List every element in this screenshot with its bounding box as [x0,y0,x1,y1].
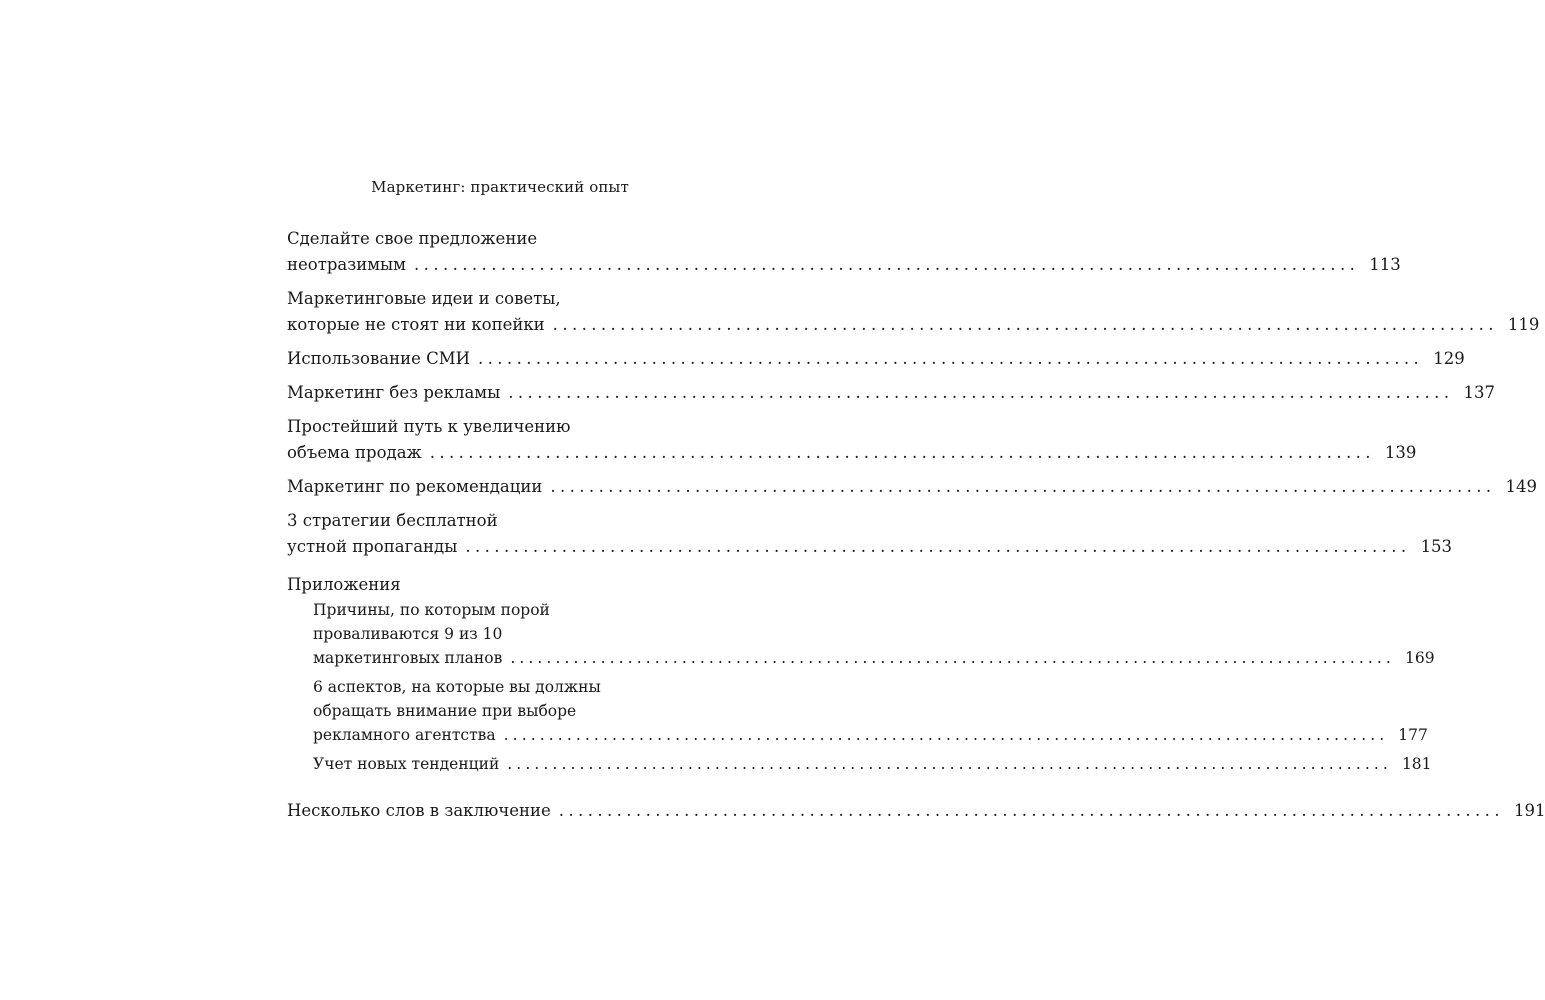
toc-entry [287,508,1453,560]
toc-page-number: 153 [1420,537,1453,556]
toc-page-number: 129 [1433,349,1465,368]
toc-entry-title-line: Сделайте свое предложение [287,229,538,248]
toc-entry-title-line: 6 аспектов, на которые вы должны [313,678,601,696]
dot-leader: .................................................................................................. [503,726,1389,744]
toc-entry [287,798,1545,824]
toc-page-number: 181 [1401,755,1432,773]
toc-entry [287,286,1540,338]
toc-page-number: 119 [1507,315,1540,334]
appendix-heading: Приложения [287,575,401,594]
toc-page-number: 137 [1463,383,1495,402]
dot-leader: .................................................................................................. [510,649,1395,667]
toc-entry-title-line: Причины, по которым порой [313,601,550,619]
toc-entry-title-line: Использование СМИ [287,349,470,368]
dot-leader: .................................................................................................. [558,801,1504,820]
toc-entry-title-line: рекламного агентства [313,726,496,744]
toc-page-number: 149 [1505,477,1538,496]
toc-entry-title-line: неотразимым [287,255,407,274]
toc-page-number: 139 [1384,443,1417,462]
toc-page-number: 169 [1404,649,1435,667]
dot-leader: .................................................................................................. [414,255,1360,274]
toc-entry-title-line: Несколько слов в заключение [287,801,551,820]
running-head: Маркетинг: практический опыт [371,178,629,196]
toc-entry-title-line: Простейший путь к увеличению [287,417,571,436]
toc-page-number: 177 [1398,726,1428,744]
dot-leader: .................................................................................................. [465,537,1411,556]
toc-entry [287,346,1465,372]
toc-entry-title-line: которые не стоят ни копейки [287,315,545,334]
toc-entry [287,414,1417,466]
toc-entry-title-line: 3 стратегии бесплатной [287,511,498,530]
toc-entry-title-line: устной пропаганды [287,537,458,556]
toc-subentry [313,675,1428,747]
toc-subentry [313,598,1435,670]
dot-leader: .................................................................................................. [478,349,1424,368]
dot-leader: .................................................................................................. [552,315,1498,334]
toc-entry-title-line: маркетинговых планов [313,649,503,667]
toc-entry-title-line: Учет новых тенденций [313,755,500,773]
toc-entry-title-line: проваливаются 9 из 10 [313,625,503,643]
toc-subentry [313,752,1432,776]
toc-entry-title-line: Маркетинговые идеи и советы, [287,289,561,308]
table-of-contents [287,226,1545,832]
dot-leader: .................................................................................................. [507,755,1392,773]
toc-entry-title-line: Маркетинг по рекомендации [287,477,543,496]
dot-leader: .................................................................................................. [429,443,1375,462]
toc-entry-title-line: объема продаж [287,443,422,462]
toc-page-number: 113 [1369,255,1401,274]
toc-entry [287,380,1495,406]
dot-leader: .................................................................................................. [508,383,1454,402]
toc-page-number: 191 [1513,801,1545,820]
toc-entry-title-line: обращать внимание при выборе [313,702,577,720]
toc-entry [287,226,1401,278]
toc-entry [287,474,1538,500]
toc-entry-title-line: Маркетинг без рекламы [287,383,501,402]
dot-leader: .................................................................................................. [550,477,1496,496]
